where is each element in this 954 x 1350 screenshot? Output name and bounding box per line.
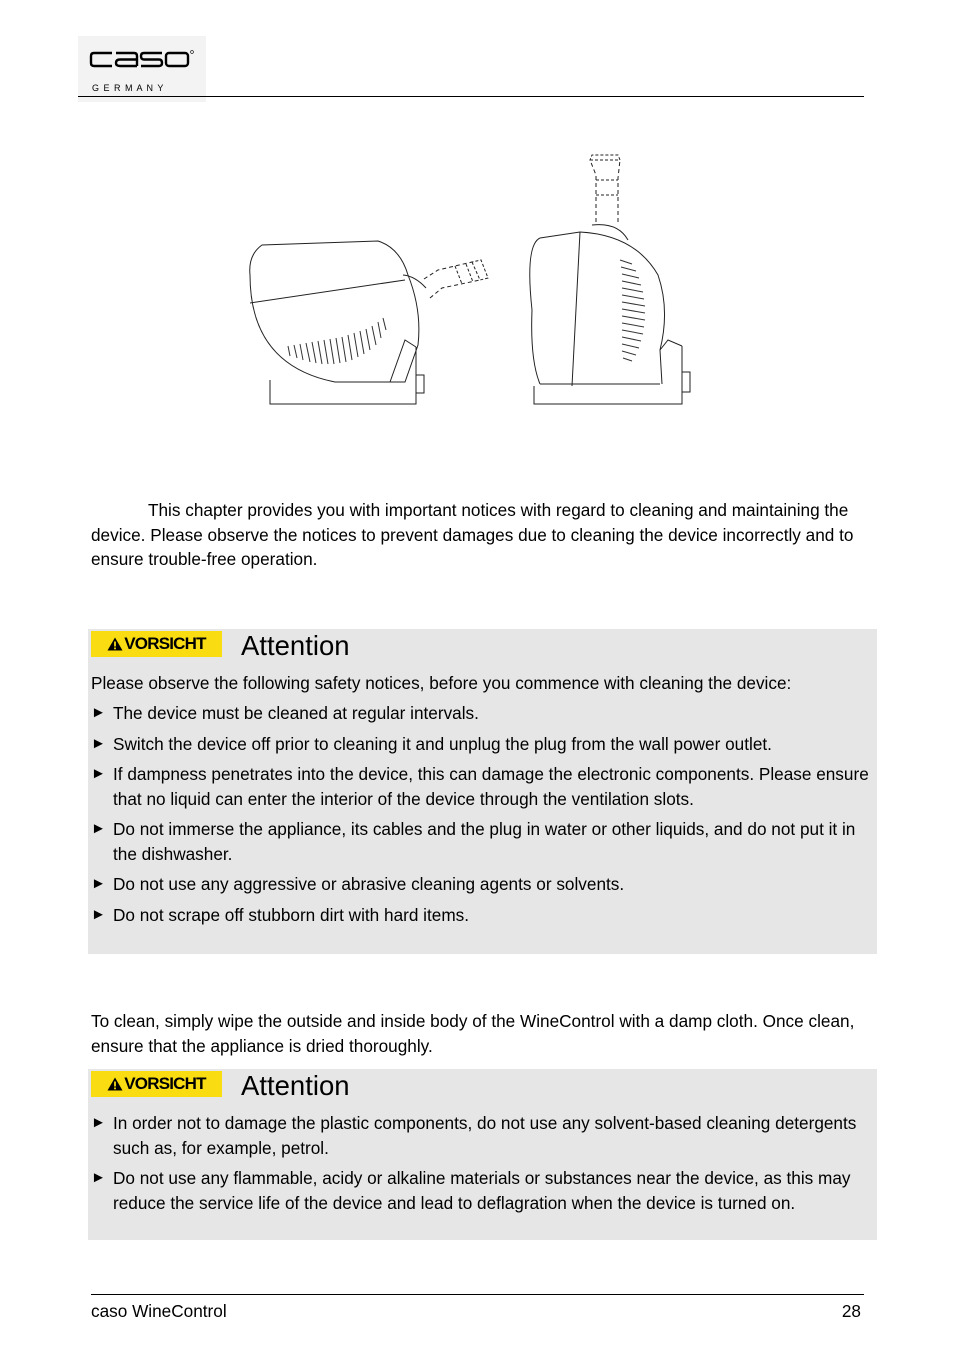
list-item-text: Do not immerse the appliance, its cables and the plug in water or other liquids, and do not put it in the dishwasher. (113, 819, 856, 864)
notice-title: Attention (241, 630, 350, 661)
header-rule (78, 96, 864, 97)
list-item-text: Do not use any flammable, acidy or alkaline materials or substances near the device, as this may reduce the service life of the device and lead to deflagration when the device is turned on. (113, 1168, 851, 1213)
caution-badge-label: VORSICHT (124, 634, 206, 653)
list-item (91, 903, 871, 928)
list-item (91, 817, 871, 866)
bullet-arrow-icon: ► (91, 905, 106, 923)
bullet-arrow-icon: ► (91, 875, 106, 892)
footer-product-name: caso WineControl (91, 1301, 227, 1321)
list-item (91, 762, 871, 811)
list-item (91, 1111, 871, 1160)
bullet-arrow-icon: ► (91, 704, 106, 721)
list-item-text: Do not scrape off stubborn dirt with hard items. (113, 904, 470, 925)
notice-title: Attention (241, 1070, 350, 1101)
warning-triangle-icon (107, 1077, 123, 1091)
list-item-text: The device must be cleaned at regular intervals. (113, 703, 479, 723)
footer-rule (91, 1294, 864, 1295)
warning-triangle-icon (107, 637, 123, 651)
notice-intro: Please observe the following safety notices, before you commence with cleaning the device: (91, 673, 792, 693)
list-item (91, 1166, 871, 1215)
bullet-arrow-icon: ► (91, 820, 106, 837)
list-item (91, 701, 871, 726)
wine-control-drawing (240, 150, 710, 412)
caution-badge (91, 631, 222, 657)
bullet-arrow-icon: ► (91, 765, 106, 782)
tilted-unit (250, 241, 488, 404)
intro-paragraph: This chapter provides you with important notices with regard to cleaning and maintaining the device. Please observe the notices to prevent damages due to cleaning the device incorrectly and to ensure trouble-free operation. (91, 500, 854, 570)
upright-unit (530, 155, 690, 404)
bullet-arrow-icon: ► (91, 1114, 106, 1131)
notice-header (91, 629, 871, 671)
caution-badge-label: VORSICHT (124, 1074, 206, 1093)
list-item-text: In order not to damage the plastic components, do not use any solvent-based cleaning detergents such as, for example, petrol. (113, 1113, 857, 1158)
caso-germany-logo (78, 36, 206, 102)
attention-notice-safety (88, 629, 877, 954)
attention-notice-materials (88, 1069, 877, 1240)
list-item-text: Do not use any aggressive or abrasive cleaning agents or solvents. (113, 874, 625, 894)
bullet-arrow-icon: ► (91, 734, 106, 752)
caution-badge (91, 1071, 222, 1097)
notice-header (91, 1069, 871, 1111)
page-number: 28 (841, 1301, 861, 1321)
logo-subtitle: G E R M A N Y (92, 83, 165, 93)
list-item-text: Switch the device off prior to cleaning it and unplug the plug from the wall power outlet. (113, 733, 772, 754)
bullet-arrow-icon: ► (91, 1169, 106, 1186)
list-item (91, 732, 871, 757)
list-item (91, 872, 871, 897)
device-illustration (240, 150, 710, 412)
cleaning-paragraph: To clean, simply wipe the outside and inside body of the WineControl with a damp cloth. Once clean, ensure that the appliance is dried thoroughly. (91, 1011, 855, 1056)
list-item-text: If dampness penetrates into the device, this can damage the electronic components. Please ensure that no liquid can enter the interior of the device through the ventilation slots. (113, 764, 869, 809)
caso-logo-mark (78, 36, 206, 102)
